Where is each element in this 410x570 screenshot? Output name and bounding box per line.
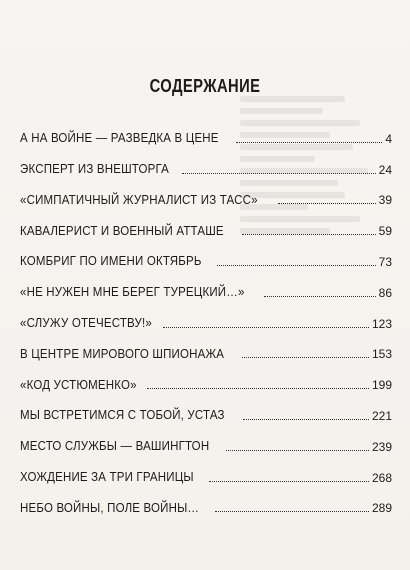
table-of-contents — [20, 117, 392, 517]
toc-entry-page-number: 289 — [371, 501, 392, 516]
toc-entry-page-number: 24 — [378, 162, 392, 177]
toc-entry-page-number: 73 — [378, 254, 392, 269]
toc-entry-title: «СЛУЖУ ОТЕЧЕСТВУ!» — [20, 316, 152, 331]
toc-entry-title: НЕБО ВОЙНЫ, ПОЛЕ ВОЙНЫ… — [20, 500, 200, 515]
toc-entry — [20, 394, 392, 425]
toc-entry — [20, 148, 392, 179]
toc-entry-title: ЭКСПЕРТ ИЗ ВНЕШТОРГА — [20, 162, 169, 177]
toc-entry — [20, 456, 392, 487]
dot-leader — [209, 481, 369, 482]
dot-leader — [242, 234, 376, 235]
toc-entry-title: В ЦЕНТРЕ МИРОВОГО ШПИОНАЖА — [20, 346, 225, 361]
toc-entry-title: КАВАЛЕРИСТ И ВОЕННЫЙ АТТАШЕ — [20, 223, 224, 238]
toc-entry-title: КОМБРИГ ПО ИМЕНИ ОКТЯБРЬ — [20, 254, 202, 269]
toc-entry-title: ХОЖДЕНИЕ ЗА ТРИ ГРАНИЦЫ — [20, 470, 194, 485]
toc-entry-page-number: 268 — [371, 470, 392, 485]
dot-leader — [182, 173, 376, 174]
toc-entry-page-number: 199 — [371, 378, 392, 393]
dot-leader — [215, 511, 369, 512]
toc-entry-page-number: 153 — [371, 347, 392, 362]
dot-leader — [163, 327, 369, 328]
toc-entry — [20, 179, 392, 210]
toc-entry — [20, 117, 392, 148]
dot-leader — [236, 142, 382, 143]
toc-entry — [20, 240, 392, 271]
toc-entry — [20, 425, 392, 456]
toc-entry — [20, 271, 392, 302]
toc-entry-title: МЫ ВСТРЕТИМСЯ С ТОБОЙ, УСТАЗ — [20, 408, 225, 423]
toc-entry — [20, 302, 392, 333]
toc-entry — [20, 333, 392, 364]
toc-entry-title: «КОД УСТЮМЕНКО» — [20, 377, 137, 392]
toc-entry-title: «СИМПАТИЧНЫЙ ЖУРНАЛИСТ ИЗ ТАСС» — [20, 192, 258, 207]
toc-entry — [20, 363, 392, 394]
toc-entry — [20, 487, 392, 518]
toc-entry-page-number: 86 — [378, 285, 392, 300]
toc-entry-title: А НА ВОЙНЕ — РАЗВЕДКА В ЦЕНЕ — [20, 131, 219, 146]
dot-leader — [147, 388, 369, 389]
toc-entry-title: «НЕ НУЖЕН МНЕ БЕРЕГ ТУРЕЦКИЙ…» — [20, 285, 245, 300]
toc-entry-title: МЕСТО СЛУЖБЫ — ВАШИНГТОН — [20, 439, 210, 454]
toc-entry-page-number: 221 — [371, 408, 392, 423]
toc-entry-page-number: 123 — [371, 316, 392, 331]
toc-entry — [20, 209, 392, 240]
dot-leader — [226, 450, 369, 451]
toc-entry-page-number: 39 — [378, 193, 392, 208]
dot-leader — [264, 296, 376, 297]
toc-entry-page-number: 59 — [378, 224, 392, 239]
dot-leader — [278, 203, 375, 204]
toc-entry-page-number: 239 — [371, 439, 392, 454]
toc-entry-page-number: 4 — [385, 131, 392, 146]
dot-leader — [217, 265, 375, 266]
dot-leader — [242, 357, 369, 358]
dot-leader — [243, 419, 369, 420]
page-title: СОДЕРЖАНИЕ — [149, 76, 261, 96]
